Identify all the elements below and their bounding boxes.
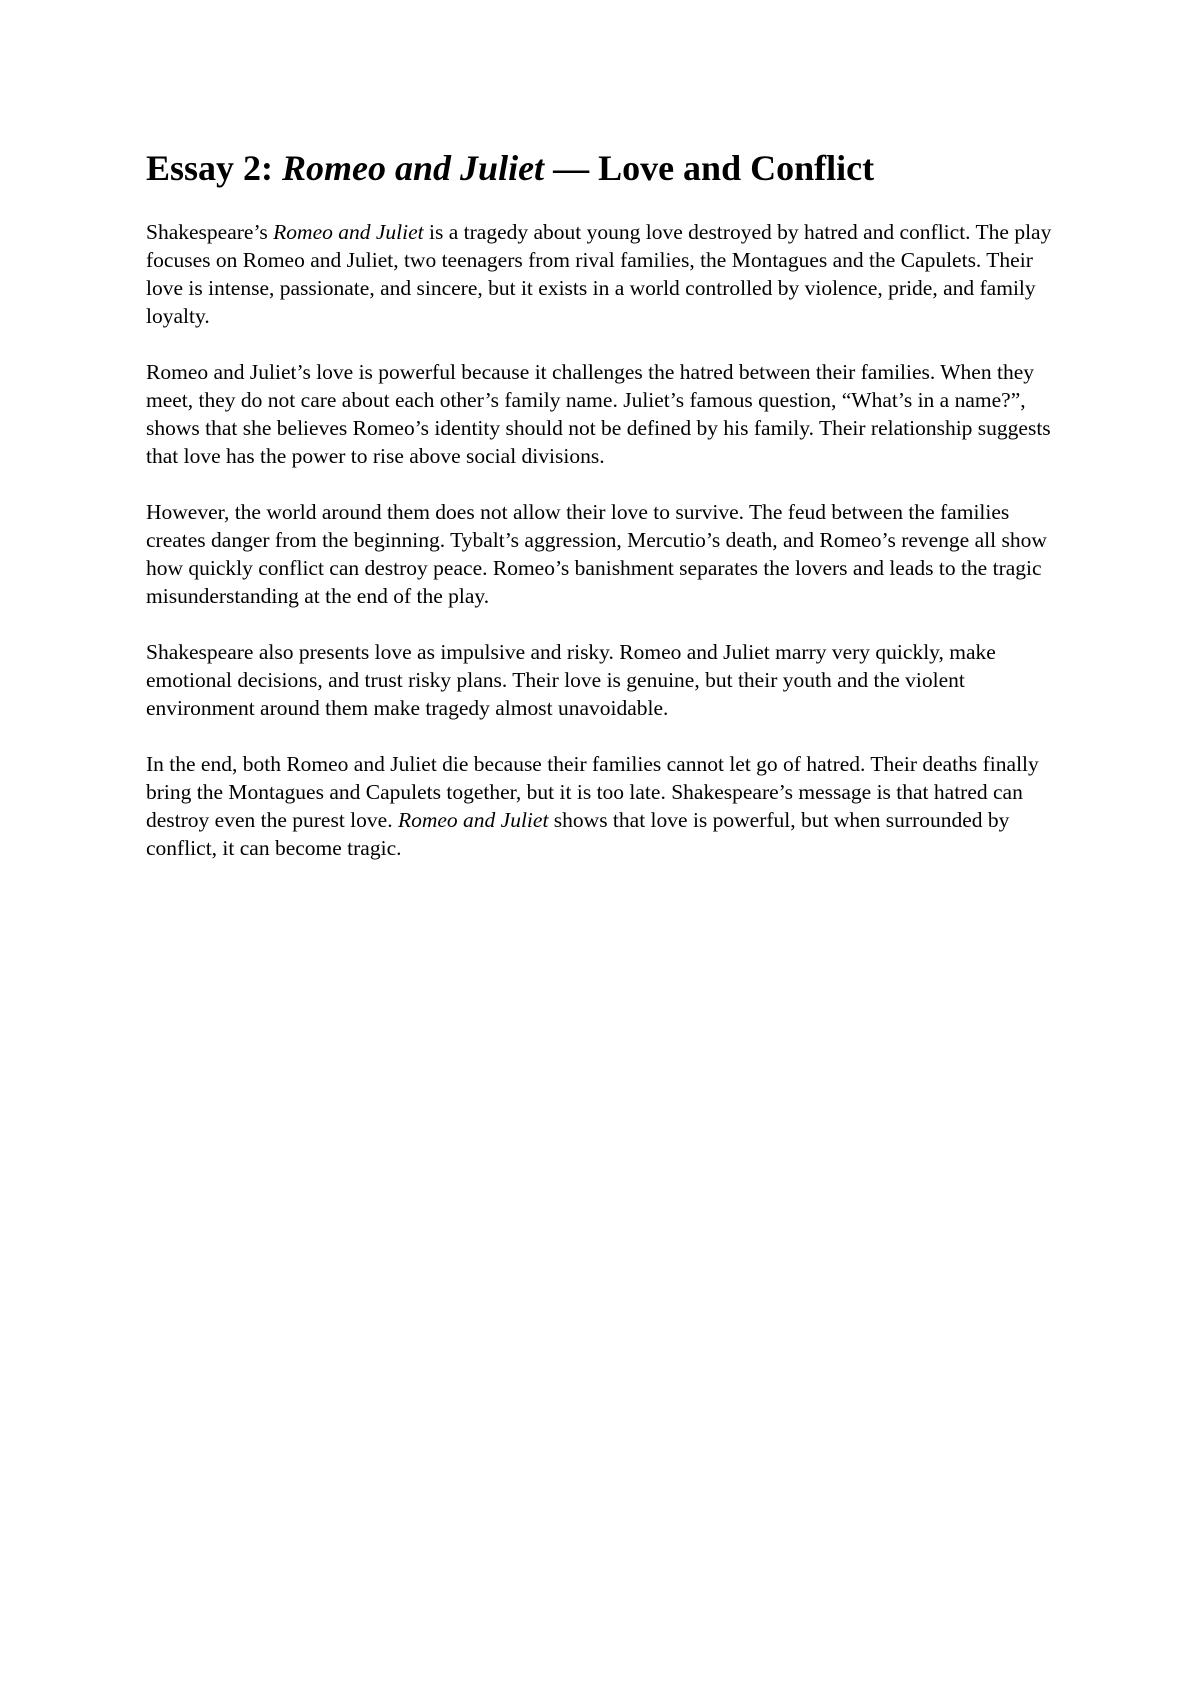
- paragraph-love-power: [146, 358, 1066, 470]
- play-name-italic: Romeo and Juliet: [273, 220, 424, 244]
- paragraph-feud: [146, 498, 1066, 610]
- paragraph-text: Romeo and Juliet’s love is powerful because it challenges the hatred between their families. When they meet, they do not care about each other’s family name. Juliet’s famous question, “What’s in a name?”, shows that she believes Romeo’s identity should not be defined by his family. Their relationship suggests that love has the power to rise above social divisions.: [146, 360, 1051, 468]
- paragraph-lead: Shakespeare’s: [146, 220, 274, 244]
- paragraph-conclusion: [146, 750, 1066, 862]
- title-prefix: Essay 2:: [146, 148, 283, 188]
- document-body: [146, 146, 1066, 890]
- paragraph-impulsive-love: [146, 638, 1066, 722]
- paragraph-tail: shows that love is powerful, but when surrounded by conflict, it can become tragic.: [146, 808, 1010, 860]
- paragraph-intro: [146, 218, 1066, 330]
- paragraph-text: However, the world around them does not allow their love to survive. The feud between the families creates danger from the beginning. Tybalt’s aggression, Mercutio’s death, and Romeo’s revenge all show how quickly conflict can destroy peace. Romeo’s banishment separates the lovers and leads to the tragic misunderstanding at the end of the play.: [146, 500, 1047, 608]
- title-play-name: Romeo and Juliet: [282, 148, 545, 188]
- title-suffix: — Love and Conflict: [544, 148, 875, 188]
- essay-title: [146, 146, 1066, 190]
- paragraph-text: is a tragedy about young love destroyed by hatred and conflict. The play focuses on Romeo and Juliet, two teenagers from rival families, the Montagues and the Capulets. Their love is intense, passionate, and sincere, but it exists in a world controlled by violence, pride, and family loyalty.: [146, 220, 1052, 328]
- paragraph-text: Shakespeare also presents love as impulsive and risky. Romeo and Juliet marry very quickly, make emotional decisions, and trust risky plans. Their love is genuine, but their youth and the violent environment around them make tragedy almost unavoidable.: [146, 640, 996, 720]
- paragraph-text: In the end, both Romeo and Juliet die because their families cannot let go of hatred. Their deaths finally bring the Montagues and Capulets together, but it is too late. Shakespeare’s message is that hatred can destroy even the purest love.: [146, 752, 1039, 832]
- play-name-italic: Romeo and Juliet: [397, 808, 549, 832]
